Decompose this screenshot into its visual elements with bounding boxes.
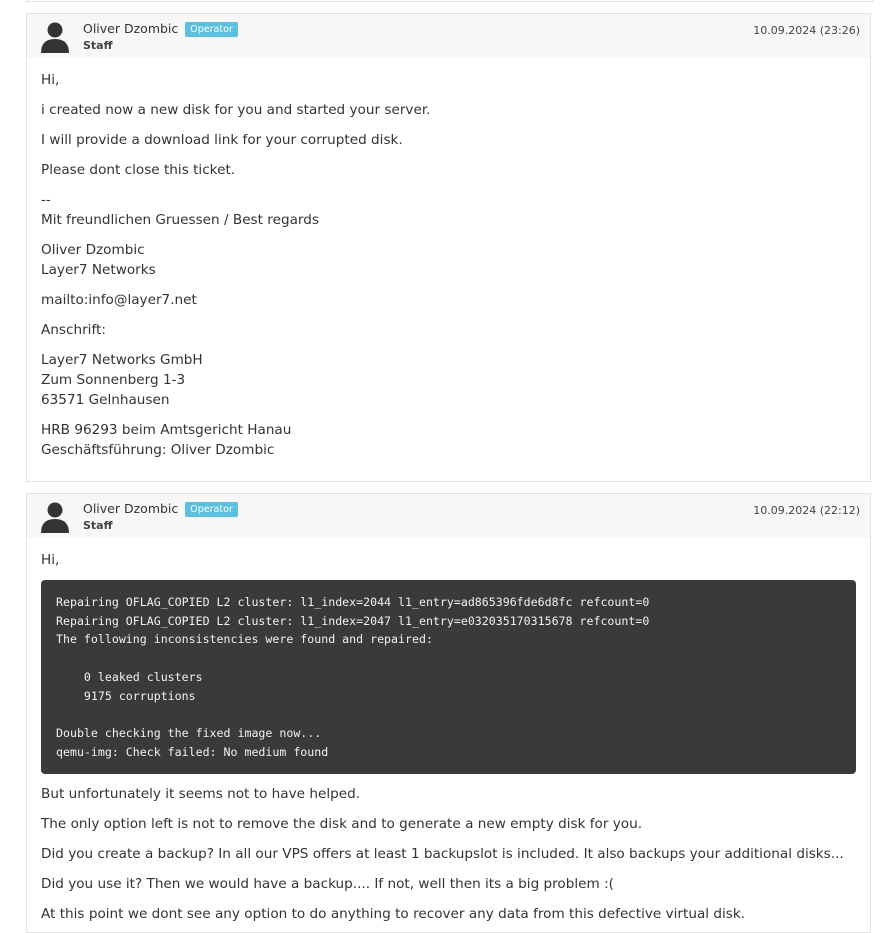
ticket-reply <box>26 13 871 482</box>
code-line: 9175 corruptions <box>56 688 196 703</box>
message-paragraph: i created now a new disk for you and started your server. <box>41 102 431 118</box>
reply-date: 10.09.2024 (23:26) <box>753 24 860 37</box>
legal-management: Geschäftsführung: Oliver Dzombic <box>41 442 275 458</box>
message-paragraph: But unfortunately it seems not to have helped. <box>41 786 361 803</box>
signature-company: Layer7 Networks <box>41 262 156 278</box>
message-paragraph: Please dont close this ticket. <box>41 162 236 178</box>
ticket-reply <box>26 493 871 933</box>
address-company: Layer7 Networks GmbH <box>41 352 203 368</box>
reply-date: 10.09.2024 (22:12) <box>753 504 860 517</box>
author-role: Staff <box>83 39 113 52</box>
reply-message <box>27 58 870 460</box>
previous-reply-edge <box>26 0 873 2</box>
reply-header <box>27 14 870 58</box>
message-paragraph: Did you use it? Then we would have a backup.... If not, well then its a big problem :( <box>41 876 614 893</box>
code-line: 0 leaked clusters <box>56 669 203 684</box>
signature-block <box>41 190 856 230</box>
message-paragraph: I will provide a download link for your corrupted disk. <box>41 132 403 148</box>
signature-separator: -- <box>41 192 51 208</box>
operator-badge: Operator <box>185 22 238 37</box>
code-line: Repairing OFLAG_COPIED L2 cluster: l1_index=2047 l1_entry=e032035170315678 refcount=0 <box>56 613 650 628</box>
operator-badge: Operator <box>185 502 238 517</box>
signature-regards: Mit freundlichen Gruessen / Best regards <box>41 212 319 228</box>
message-paragraph: The only option left is not to remove the disk and to generate a new empty disk for you. <box>41 816 643 833</box>
address-street: Zum Sonnenberg 1-3 <box>41 372 186 388</box>
reply-header <box>27 494 870 538</box>
code-line: Repairing OFLAG_COPIED L2 cluster: l1_index=2044 l1_entry=ad865396fde6d8fc refcount=0 <box>56 595 650 609</box>
code-line: qemu-img: Check failed: No medium found <box>56 744 329 759</box>
author-role: Staff <box>83 519 113 532</box>
code-block[interactable] <box>41 580 856 774</box>
signature-address <box>41 350 856 410</box>
message-greeting: Hi, <box>41 552 60 568</box>
signature-name: Oliver Dzombic <box>41 242 145 258</box>
user-avatar-icon <box>39 21 71 53</box>
author-name-text: Oliver Dzombic <box>83 501 179 516</box>
signature-name-block <box>41 240 856 280</box>
author-name-text: Oliver Dzombic <box>83 21 179 36</box>
code-line: The following inconsistencies were found and repaired: <box>56 632 433 647</box>
author-name <box>83 21 238 37</box>
message-paragraph: Did you create a backup? In all our VPS offers at least 1 backupslot is included. It also backups your additional disks... <box>41 846 844 863</box>
signature-legal <box>41 420 856 460</box>
signature-mail: mailto:info@layer7.net <box>41 292 197 308</box>
reply-message <box>27 538 870 924</box>
user-avatar-icon <box>39 501 71 533</box>
code-line: Double checking the fixed image now... <box>56 725 322 740</box>
author-name <box>83 501 238 517</box>
signature-address-label: Anschrift: <box>41 322 106 338</box>
message-paragraph: Hi, <box>41 72 60 88</box>
legal-register: HRB 96293 beim Amtsgericht Hanau <box>41 422 292 438</box>
message-paragraph: At this point we dont see any option to do anything to recover any data from this defective virtual disk. <box>41 906 746 923</box>
address-city: 63571 Gelnhausen <box>41 392 170 408</box>
